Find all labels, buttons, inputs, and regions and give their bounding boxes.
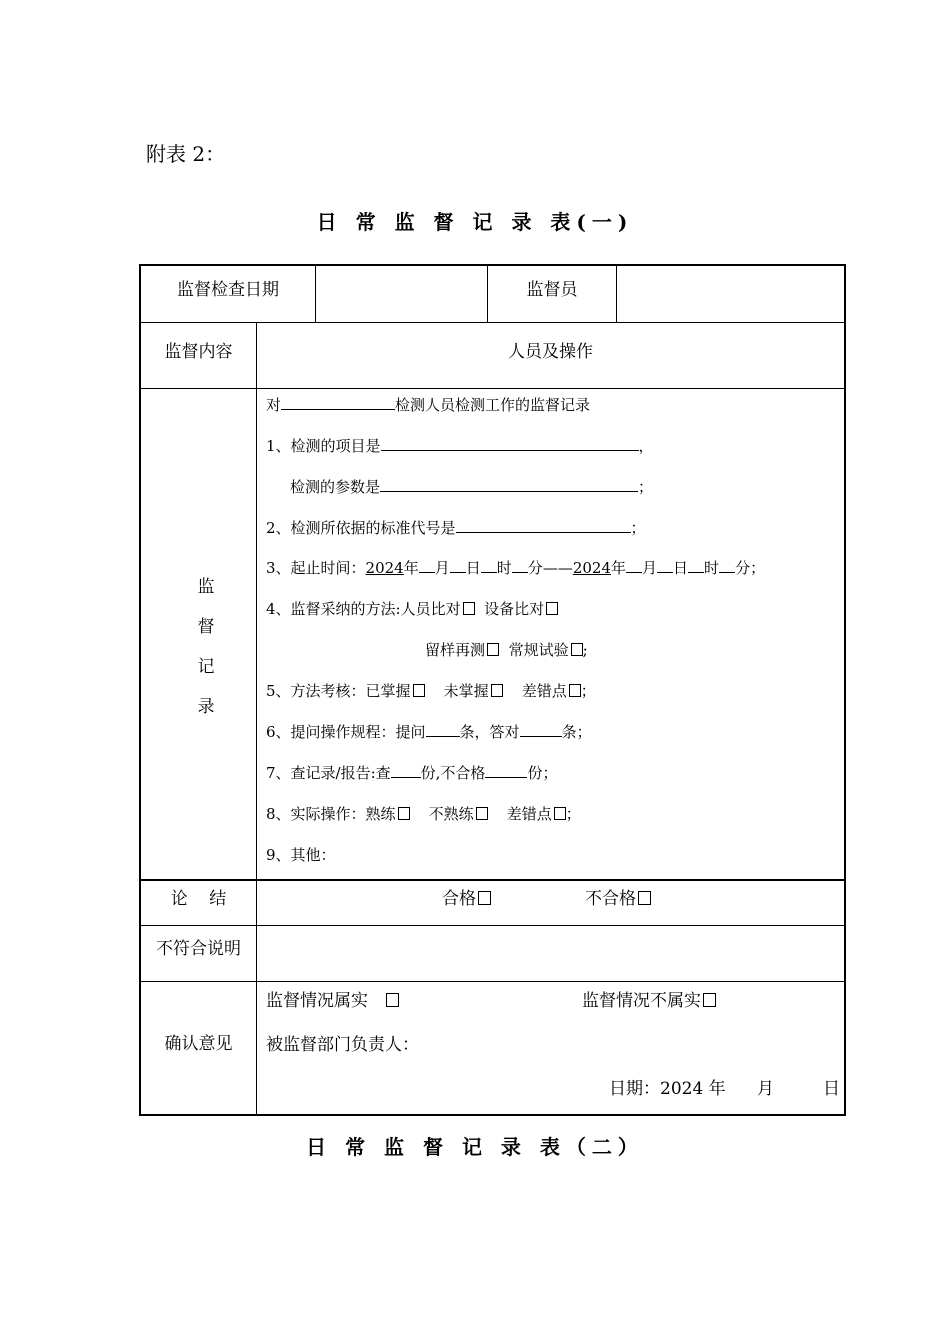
blank-underline[interactable] (520, 722, 562, 737)
record-line-9: 9、其他： (266, 846, 336, 864)
nonconformity-field[interactable] (257, 926, 844, 981)
checkbox[interactable] (491, 684, 503, 697)
record-label (190, 567, 222, 727)
checkbox[interactable] (478, 891, 491, 905)
blank-underline[interactable] (512, 558, 528, 573)
inspection-date-field[interactable] (316, 266, 487, 322)
blank-underline[interactable] (719, 558, 735, 573)
checkbox[interactable] (569, 684, 581, 697)
record-label-char: 监 (197, 577, 215, 597)
checkbox[interactable] (398, 807, 410, 820)
blank-underline[interactable] (380, 477, 638, 492)
dept-head-label: 被监督部门负责人： (266, 1035, 419, 1055)
supervisor-field[interactable] (617, 266, 844, 322)
checkbox[interactable] (546, 602, 558, 615)
checkbox[interactable] (476, 807, 488, 820)
record-line-0: 对 检测人员检测工作的监督记录 (266, 396, 591, 414)
confirm-false-option[interactable]: 监督情况不属实 (582, 986, 716, 1011)
row-divider (139, 322, 846, 323)
pass-option[interactable]: 合格 (442, 884, 491, 909)
blank-underline[interactable] (381, 436, 639, 451)
blank-underline[interactable] (419, 558, 435, 573)
fail-option[interactable]: 不合格 (585, 884, 651, 909)
record-line-7: 7、查记录/报告:查 份,不合格 份； (266, 764, 558, 782)
blank-underline[interactable] (281, 395, 395, 410)
blank-underline[interactable] (426, 722, 460, 737)
blank-underline[interactable] (456, 518, 631, 533)
conclusion-label: 论 结 (170, 889, 227, 909)
blank-underline[interactable] (481, 558, 497, 573)
record-line-2: 2、检测所依据的标准代号是 ； (266, 519, 646, 537)
record-line-4b: 留样再测 常规试验 ; (425, 641, 588, 659)
record-line-6: 6、提问操作规程：提问 条，答对 条； (266, 723, 592, 741)
content-label: 监督内容 (164, 342, 233, 362)
blank-underline[interactable] (391, 763, 421, 778)
row-divider (139, 388, 846, 389)
record-line-8: 8、实际操作：熟练 不熟练 差错点 ； (266, 805, 581, 823)
checkbox[interactable] (413, 684, 425, 697)
blank-underline[interactable] (688, 558, 704, 573)
confirm-true-option[interactable]: 监督情况属实 (266, 986, 399, 1011)
confirm-date-label: 日期：2024 年 (609, 1079, 726, 1099)
record-line-3: 3、起止时间：2024年 月 日 时 分——2024年 月 日 时 分； (266, 559, 766, 577)
blank-underline[interactable] (657, 558, 673, 573)
checkbox[interactable] (487, 643, 499, 656)
record-label-char: 录 (197, 697, 215, 717)
record-label-char: 记 (197, 657, 215, 677)
checkbox[interactable] (386, 993, 399, 1007)
blank-underline[interactable] (626, 558, 642, 573)
form-title-2: 日 常 监 督 记 录 表（二） (306, 1135, 644, 1159)
blank-underline[interactable] (485, 763, 527, 778)
appendix-label: 附表 2： (146, 142, 226, 166)
checkbox[interactable] (571, 643, 583, 656)
supervisor-label: 监督员 (526, 280, 578, 300)
form-title-1: 日 常 监 督 记 录 表(一) (316, 210, 634, 234)
checkbox[interactable] (638, 891, 651, 905)
record-label-char: 督 (197, 617, 215, 637)
content-value: 人员及操作 (508, 342, 593, 362)
record-line-5: 5、方法考核：已掌握 未掌握 差错点 ； (266, 682, 596, 700)
record-line-1b: 检测的参数是 ； (290, 478, 654, 496)
col-divider (256, 322, 257, 1114)
record-line-4: 4、监督采纳的方法:人员比对 设备比对 (266, 598, 558, 619)
row-divider (139, 981, 846, 982)
record-line-1: 1、检测的项目是 ， (266, 437, 654, 455)
checkbox[interactable] (703, 993, 716, 1007)
checkbox[interactable] (554, 807, 566, 820)
confirm-day-label: 日 (823, 1079, 840, 1099)
blank-underline[interactable] (450, 558, 466, 573)
checkbox[interactable] (463, 602, 475, 615)
row-divider (139, 879, 846, 881)
nonconformity-label: 不符合说明 (156, 939, 241, 959)
confirm-label: 确认意见 (164, 1034, 233, 1054)
confirm-month-label: 月 (757, 1079, 774, 1099)
inspection-date-label: 监督检查日期 (177, 280, 279, 300)
